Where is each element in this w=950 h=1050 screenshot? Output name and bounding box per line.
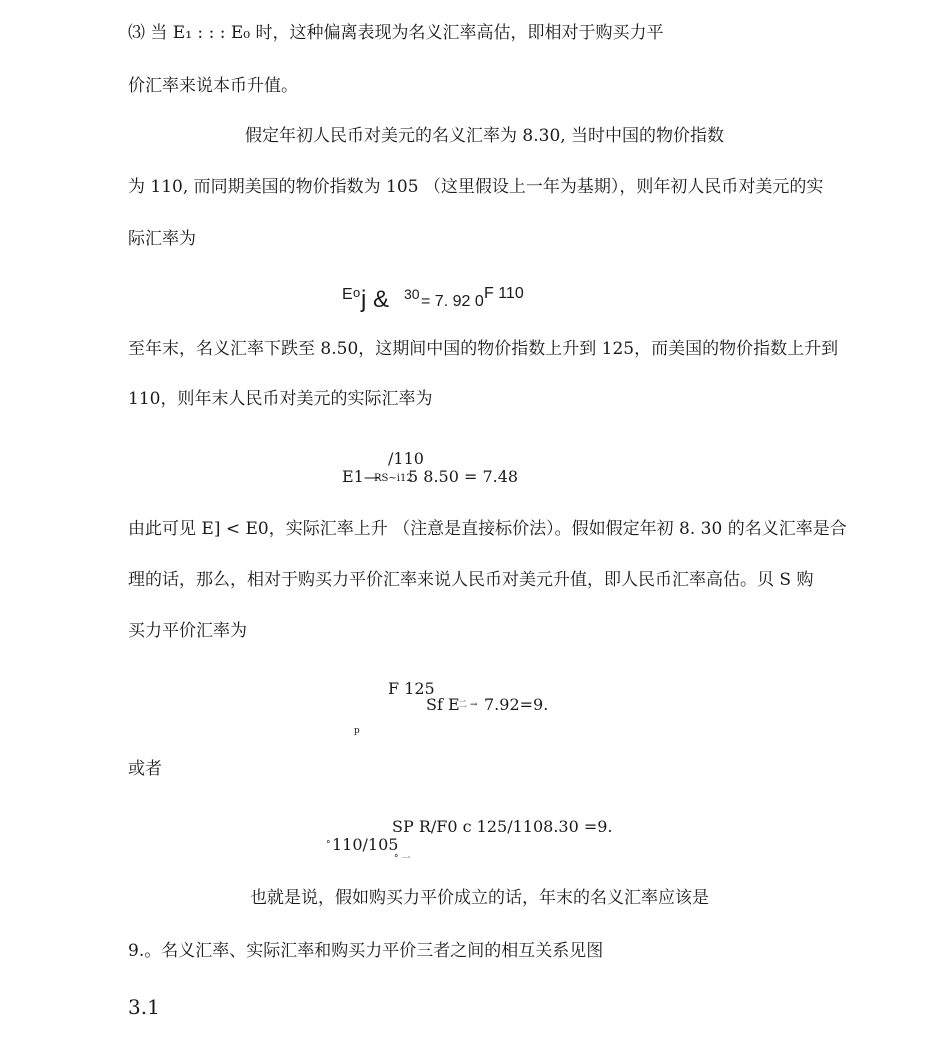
formula-part: /110 xyxy=(388,449,424,468)
formula-part: RS~i12 xyxy=(374,473,413,484)
text-line: 假定年初人民币对美元的名义汇率为 8.30, 当时中国的物价指数 xyxy=(245,126,725,146)
formula-part: 7.92=9. xyxy=(484,695,549,714)
formula-part: o xyxy=(353,285,361,300)
formula-year-end-real-rate xyxy=(342,448,542,490)
formula-part: F 110 xyxy=(484,285,524,302)
text-line: 理的话，那么，相对于购买力平价汇率来说人民币对美元升值，即人民币汇率高估。贝 S 购 xyxy=(128,570,814,590)
text-line: 110，则年末人民币对美元的实际汇率为 xyxy=(128,389,433,409)
formula-part: 110/105 xyxy=(332,835,399,854)
formula-part: j & xyxy=(361,286,390,313)
formula-part: p xyxy=(354,726,360,736)
text-line: 买力平价汇率为 xyxy=(128,621,247,641)
text-line: 至年末，名义汇率下跌至 8.50，这期间中国的物价指数上升到 125，而美国的物价指数上升到 xyxy=(128,339,839,359)
figure-reference: 3.1 xyxy=(128,995,160,1019)
text-line: 价汇率来说本币升值。 xyxy=(128,76,298,96)
formula-part: Sf E xyxy=(426,695,460,714)
formula-part: ° xyxy=(326,840,331,850)
text-line: 也就是说，假如购买力平价成立的话，年末的名义汇率应该是 xyxy=(250,888,709,908)
text-line: 为 110, 而同期美国的物价指数为 105 （这里假设上一年为基期），则年初人民币对美元的实 xyxy=(128,177,824,197)
text-line: 由此可见 E] < E0，实际汇率上升 （注意是直接标价法）。假如假定年初 8. 30 的名义汇率是合 xyxy=(128,519,847,539)
formula-part: SP R/F0 c 125/1108.30 =9. xyxy=(392,817,613,836)
formula-part: 30 xyxy=(404,286,420,302)
formula-part: ° 一 xyxy=(394,854,411,864)
formula-part: 二 → xyxy=(458,700,478,710)
text-line: ⑶ 当 E₁ : : : E₀ 时，这种偏离表现为名义汇率高估，即相对于购买力平 xyxy=(128,23,664,43)
text-line: 9.。名义汇率、实际汇率和购买力平价三者之间的相互关系见图 xyxy=(128,941,604,961)
formula-ppp-rate-alternative xyxy=(326,816,613,868)
formula-part: = 7. 92 0 xyxy=(421,293,484,310)
text-line: 际汇率为 xyxy=(128,229,196,249)
formula-part: 5 8.50 = 7.48 xyxy=(408,467,519,486)
formula-part: E xyxy=(342,286,353,303)
text-line: 或者 xyxy=(128,759,162,779)
formula-part: E1— xyxy=(342,467,380,486)
formula-part: F 125 xyxy=(388,679,435,698)
formula-initial-real-rate xyxy=(342,282,542,316)
formula-ppp-rate xyxy=(350,678,570,740)
